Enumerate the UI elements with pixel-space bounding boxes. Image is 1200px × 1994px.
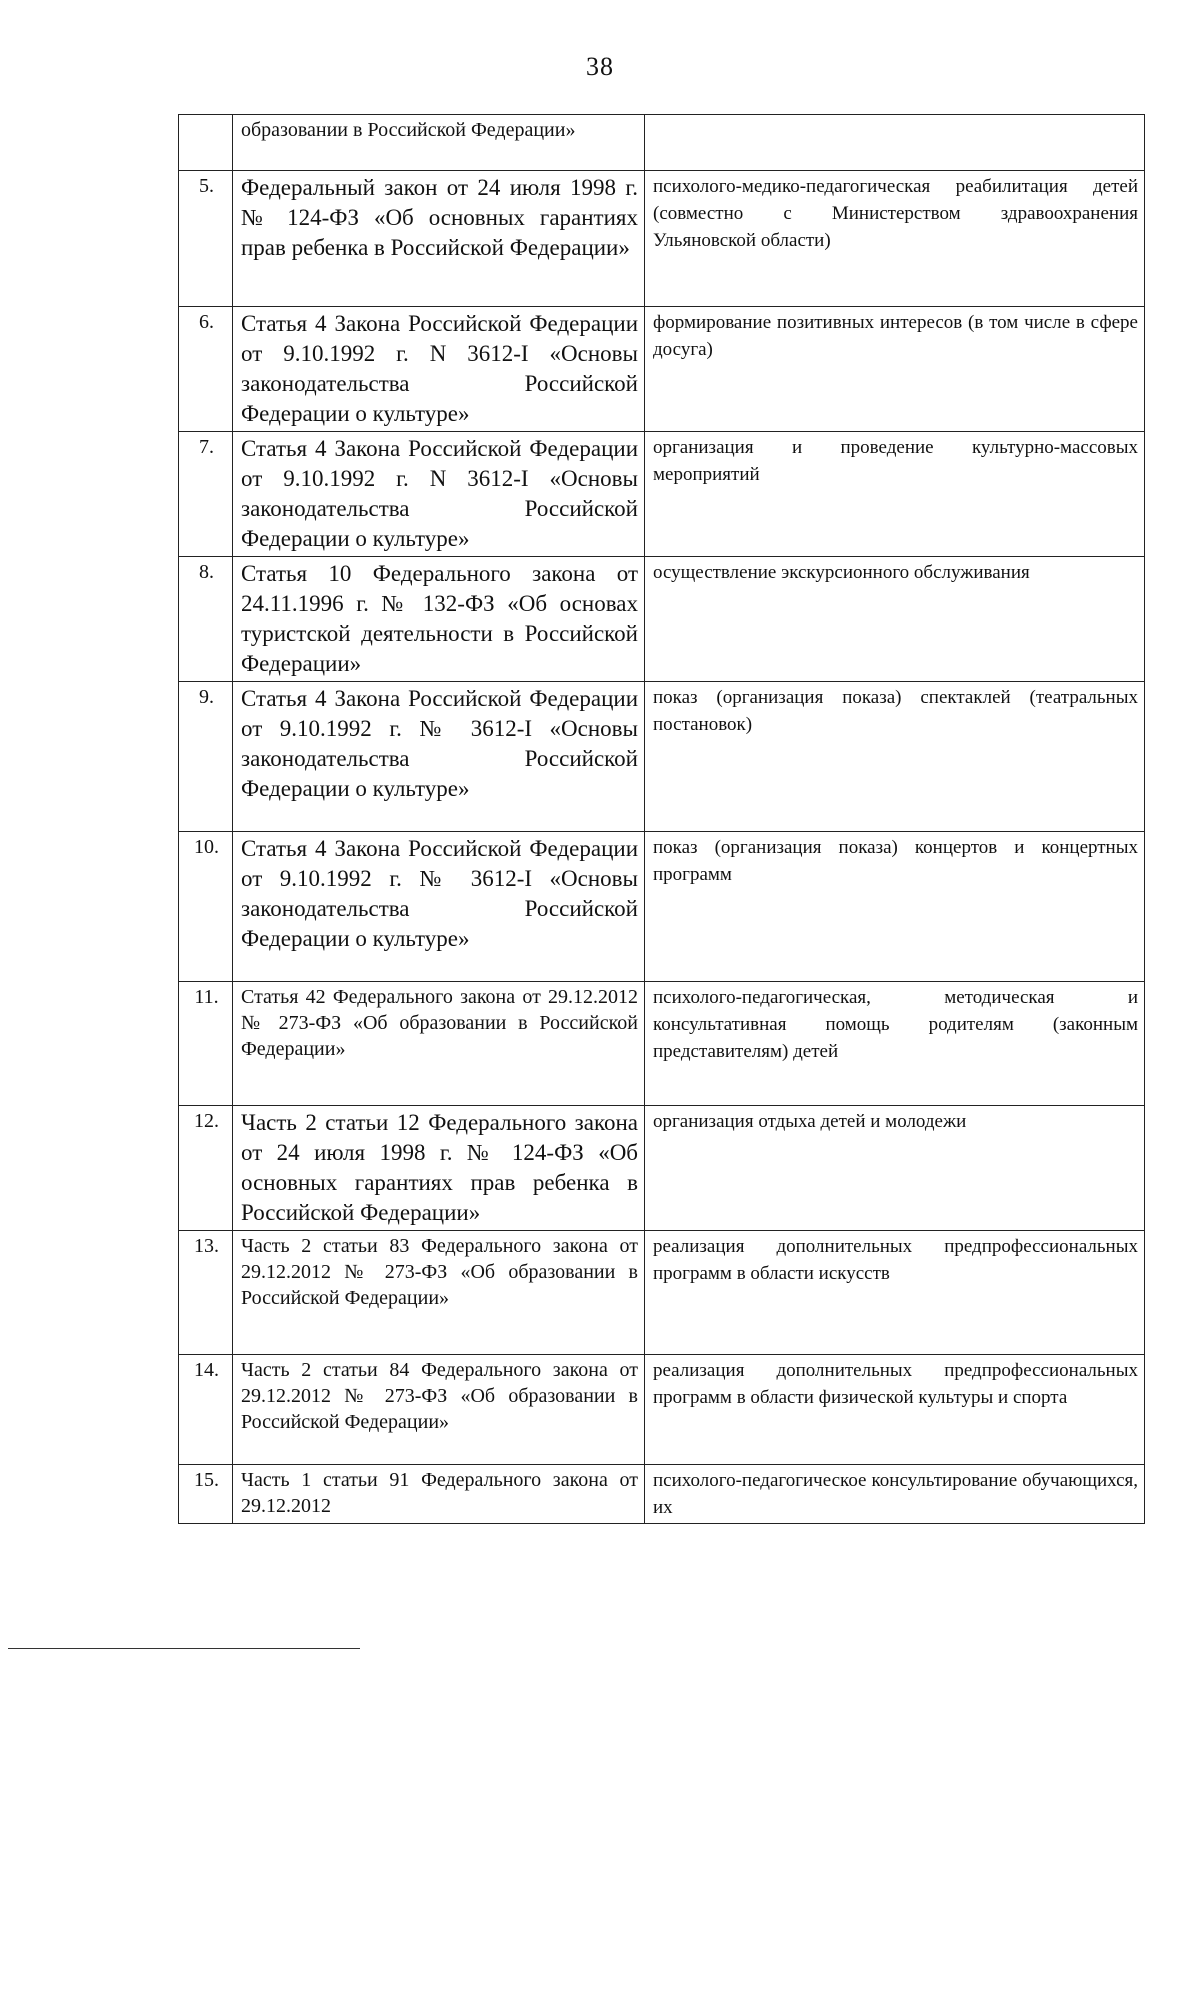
legal-basis-text: Статья 4 Закона Российской Федерации от 9.10.1992 г. N 3612-I «Основы законодательства Российской Федерации о культуре» bbox=[241, 436, 638, 551]
row-number: 9. bbox=[179, 682, 233, 832]
service-cell bbox=[645, 1355, 1145, 1465]
legal-basis-cell bbox=[233, 115, 645, 171]
service-text: организация отдыха детей и молодежи bbox=[653, 1111, 967, 1132]
legal-basis-cell bbox=[233, 982, 645, 1106]
legal-basis-cell bbox=[233, 1355, 645, 1465]
legal-basis-cell bbox=[233, 832, 645, 982]
service-text: формирование позитивных интересов (в том числе в сфере досуга) bbox=[653, 312, 1138, 360]
legal-basis-text: Статья 4 Закона Российской Федерации от 9.10.1992 г. № 3612-I «Основы законодательства Российской Федерации о культуре» bbox=[241, 836, 638, 951]
services-table bbox=[178, 114, 1145, 1524]
service-cell bbox=[645, 171, 1145, 307]
legal-basis-text: Часть 2 статьи 12 Федерального закона от 24 июля 1998 г. № 124-ФЗ «Об основных гарантиях прав ребенка в Российской Федерации» bbox=[241, 1110, 638, 1225]
row-number: 15. bbox=[179, 1465, 233, 1524]
legal-basis-text: образовании в Российской Федерации» bbox=[241, 119, 576, 141]
legal-basis-text: Статья 10 Федерального закона от 24.11.1996 г. № 132-ФЗ «Об основах туристской деятельности в Российской Федерации» bbox=[241, 561, 638, 676]
service-text: реализация дополнительных предпрофессиональных программ в области физической культуры и спорта bbox=[653, 1360, 1138, 1408]
row-number: 12. bbox=[179, 1106, 233, 1231]
service-cell bbox=[645, 832, 1145, 982]
table-row bbox=[179, 1106, 1145, 1231]
row-number: 6. bbox=[179, 307, 233, 432]
row-number bbox=[179, 115, 233, 171]
table-row bbox=[179, 982, 1145, 1106]
service-text: организация и проведение культурно-массовых мероприятий bbox=[653, 437, 1138, 485]
table-row bbox=[179, 432, 1145, 557]
service-cell bbox=[645, 115, 1145, 171]
service-cell bbox=[645, 1231, 1145, 1355]
footnote-rule bbox=[8, 1648, 360, 1649]
table-row bbox=[179, 1355, 1145, 1465]
page-number: 38 bbox=[586, 52, 614, 81]
legal-basis-cell bbox=[233, 1231, 645, 1355]
service-text: реализация дополнительных предпрофессиональных программ в области искусств bbox=[653, 1236, 1138, 1284]
table-row bbox=[179, 115, 1145, 171]
row-number: 10. bbox=[179, 832, 233, 982]
legal-basis-text: Часть 2 статьи 83 Федерального закона от 29.12.2012 № 273-ФЗ «Об образовании в Российской Федерации» bbox=[241, 1235, 638, 1309]
legal-basis-cell bbox=[233, 171, 645, 307]
service-text: показ (организация показа) спектаклей (театральных постановок) bbox=[653, 687, 1138, 735]
service-text: показ (организация показа) концертов и концертных программ bbox=[653, 837, 1138, 885]
table-row bbox=[179, 1231, 1145, 1355]
table-row bbox=[179, 307, 1145, 432]
row-number: 11. bbox=[179, 982, 233, 1106]
legal-basis-text: Статья 4 Закона Российской Федерации от 9.10.1992 г. № 3612-I «Основы законодательства Российской Федерации о культуре» bbox=[241, 686, 638, 801]
service-cell bbox=[645, 982, 1145, 1106]
service-text: психолого-педагогическая, методическая и консультативная помощь родителям (законным представителям) детей bbox=[653, 987, 1138, 1062]
row-number: 8. bbox=[179, 557, 233, 682]
legal-basis-text: Часть 2 статьи 84 Федерального закона от 29.12.2012 № 273-ФЗ «Об образовании в Российской Федерации» bbox=[241, 1359, 638, 1433]
table-row bbox=[179, 557, 1145, 682]
legal-basis-cell bbox=[233, 682, 645, 832]
table-row bbox=[179, 1465, 1145, 1524]
service-cell bbox=[645, 432, 1145, 557]
row-number: 5. bbox=[179, 171, 233, 307]
legal-basis-text: Часть 1 статьи 91 Федерального закона от 29.12.2012 bbox=[241, 1469, 638, 1517]
legal-basis-cell bbox=[233, 557, 645, 682]
table-row bbox=[179, 682, 1145, 832]
service-cell bbox=[645, 1106, 1145, 1231]
legal-basis-text: Федеральный закон от 24 июля 1998 г. № 124-ФЗ «Об основных гарантиях прав ребенка в Российской Федерации» bbox=[241, 175, 638, 260]
row-number: 14. bbox=[179, 1355, 233, 1465]
table-body bbox=[179, 115, 1145, 1524]
row-number: 13. bbox=[179, 1231, 233, 1355]
legal-basis-cell bbox=[233, 307, 645, 432]
service-text: психолого-медико-педагогическая реабилитация детей (совместно с Министерством здравоохранения Ульяновской области) bbox=[653, 176, 1138, 251]
legal-basis-text: Статья 4 Закона Российской Федерации от 9.10.1992 г. N 3612-I «Основы законодательства Российской Федерации о культуре» bbox=[241, 311, 638, 426]
legal-basis-text: Статья 42 Федерального закона от 29.12.2012 № 273-ФЗ «Об образовании в Российской Федерации» bbox=[241, 986, 638, 1060]
service-text: психолого-педагогическое консультирование обучающихся, их bbox=[653, 1470, 1138, 1518]
service-cell bbox=[645, 682, 1145, 832]
service-text: осуществление экскурсионного обслуживания bbox=[653, 562, 1030, 583]
service-cell bbox=[645, 307, 1145, 432]
legal-basis-cell bbox=[233, 1106, 645, 1231]
table-row bbox=[179, 832, 1145, 982]
legal-basis-cell bbox=[233, 1465, 645, 1524]
row-number: 7. bbox=[179, 432, 233, 557]
table-row bbox=[179, 171, 1145, 307]
service-cell bbox=[645, 557, 1145, 682]
legal-basis-cell bbox=[233, 432, 645, 557]
service-cell bbox=[645, 1465, 1145, 1524]
